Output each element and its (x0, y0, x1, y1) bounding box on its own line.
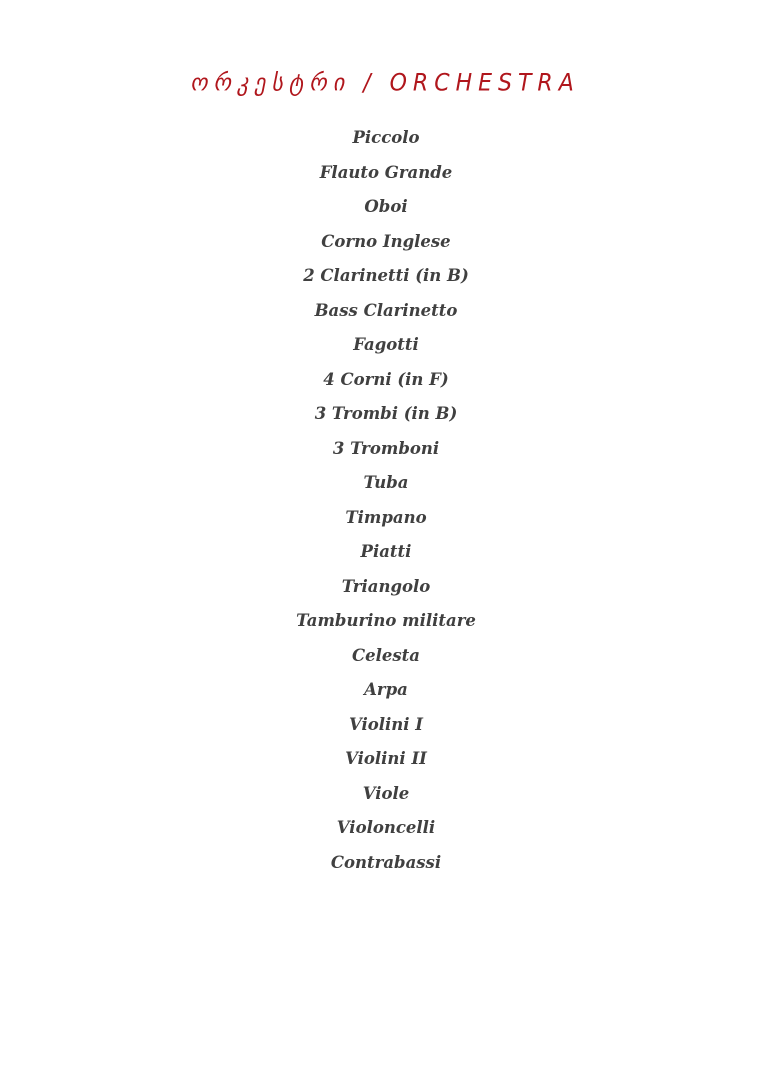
instrument-item: Triangolo (341, 576, 431, 596)
instrument-item: Arpa (364, 680, 408, 699)
instrument-item: Bass Clarinetto (314, 300, 458, 320)
instrument-item: Piccolo (352, 128, 420, 147)
instrument-item: Tuba (363, 473, 409, 492)
instrument-item: 2 Clarinetti (in B) (303, 266, 469, 285)
instrument-item: Piatti (360, 542, 412, 561)
instrument-item: Flauto Grande (319, 162, 453, 182)
instrument-item: Contrabassi (330, 852, 442, 872)
instrument-item: Celesta (352, 645, 420, 665)
instrument-item: Viole (362, 783, 410, 803)
instrument-item: Oboi (364, 197, 408, 216)
instrument-item: 3 Tromboni (332, 438, 440, 458)
instrument-item: Fagotti (353, 335, 419, 354)
instrument-item: 3 Trombi (in B) (314, 404, 458, 423)
instrument-item: Violoncelli (336, 818, 436, 837)
instrument-item: 4 Corni (in F) (323, 369, 449, 389)
instrument-item: Violini I (348, 714, 424, 734)
instrument-item: Corno Inglese (321, 231, 451, 251)
instrument-list (0, 124, 764, 883)
instrument-item: Violini II (345, 749, 427, 768)
instrument-item: Tamburino militare (296, 611, 476, 630)
instrument-item: Timpano (345, 507, 427, 527)
page-title: ორკესტრი / ORCHESTRA (190, 70, 580, 97)
